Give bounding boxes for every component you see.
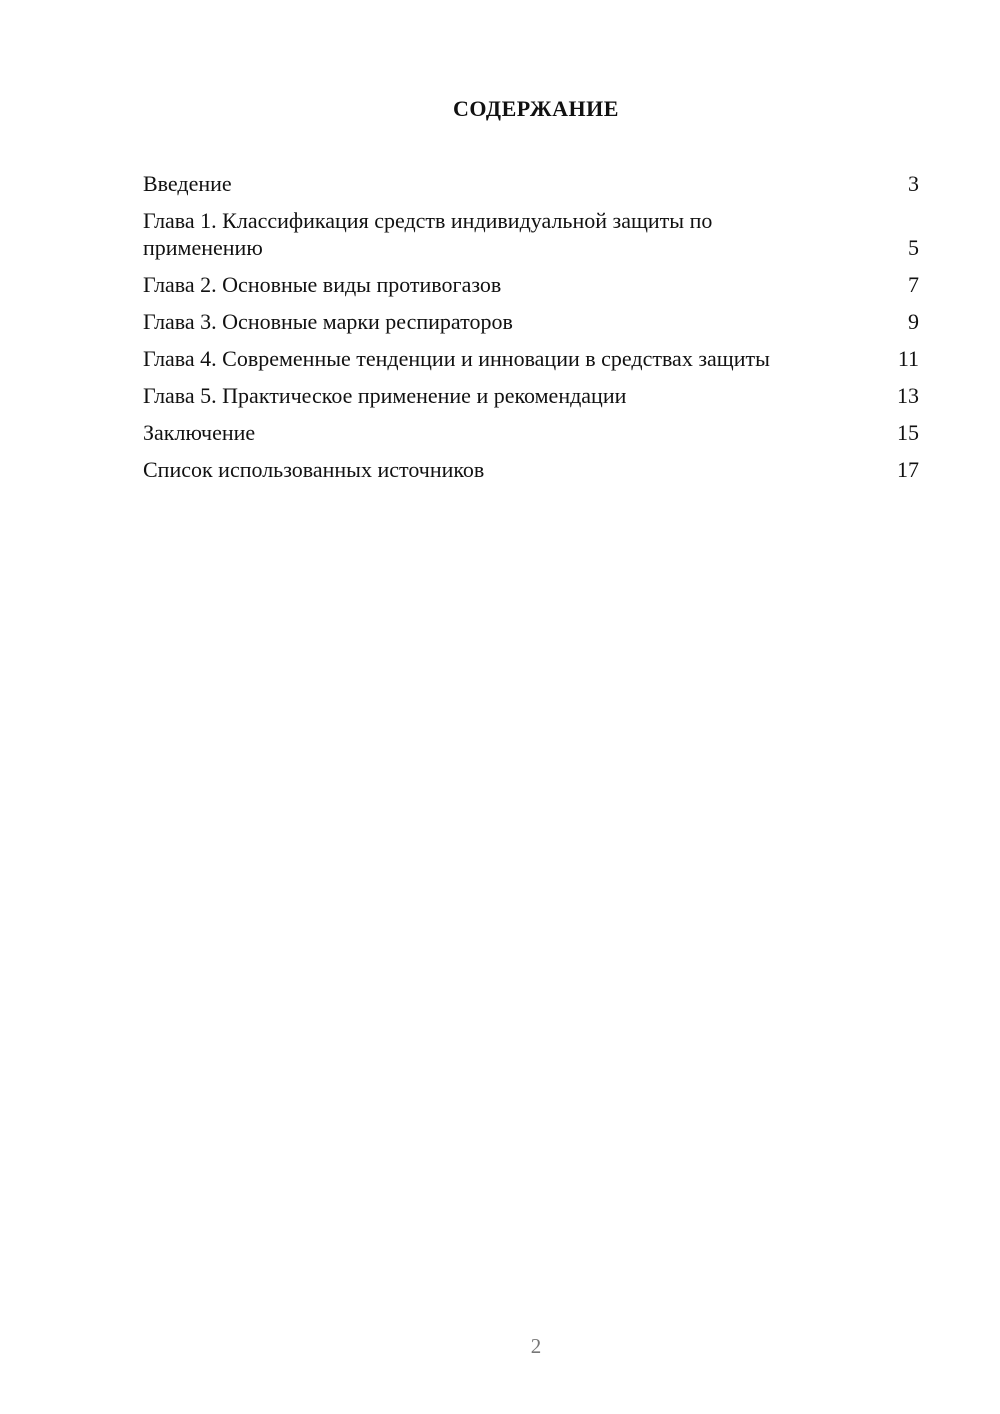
toc-entry [143,207,919,261]
toc-entry-page: 5 [908,235,919,260]
toc-entry [143,271,919,298]
toc-entry-label: Глава 3. Основные марки респираторов [143,309,513,334]
toc-entry-label: Глава 5. Практическое применение и рекомендации [143,383,627,408]
toc-entry-label: Заключение [143,420,256,445]
toc-entry-page: 9 [908,309,919,334]
toc-entry [143,308,919,335]
toc-entry-label: Глава 4. Современные тенденции и инновации в средствах защиты [143,346,770,371]
page-title: СОДЕРЖАНИЕ [453,96,619,121]
toc-entry [143,345,919,372]
toc-entry-label: Введение [143,171,232,196]
toc-entry [143,456,919,483]
toc-entry [143,170,919,197]
toc-entry-page: 3 [908,171,919,196]
toc-entry-page: 13 [897,383,919,408]
toc-entry-page: 11 [897,346,919,371]
toc-entry-label: Глава 2. Основные виды противогазов [143,272,502,297]
table-of-contents [143,170,919,493]
toc-entry-label: Список использованных источников [143,457,485,482]
toc-entry [143,419,919,446]
toc-entry-label: Глава 1. Классификация средств индивидуальной защиты по применению [143,208,713,260]
toc-entry-page: 17 [897,457,919,482]
toc-entry [143,382,919,409]
page-number: 2 [530,1334,542,1358]
toc-entry-page: 15 [897,420,919,445]
toc-entry-page: 7 [908,272,919,297]
